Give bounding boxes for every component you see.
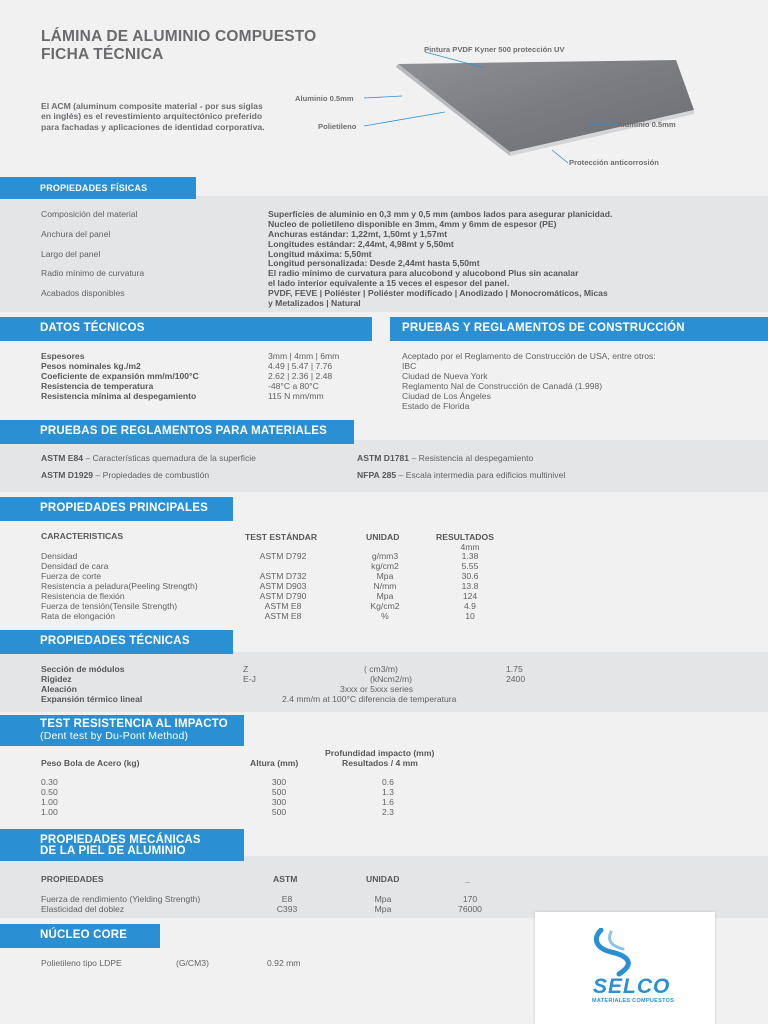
table-cell: 1.6 bbox=[382, 797, 394, 807]
fisicas-value: Longitud personalizada: Desde 2,44mt hasta 5,50mt bbox=[268, 258, 480, 268]
construccion-line: Ciudad de Los Ángeles bbox=[402, 391, 491, 401]
datos-value: -48°C a 80°C bbox=[268, 381, 319, 391]
table-cell: N/mm bbox=[373, 581, 397, 591]
materiales-item: ASTM D1781 – Resistencia al despegamiento bbox=[357, 453, 534, 463]
label-aluminio-left: Aluminio 0.5mm bbox=[295, 94, 354, 103]
table-cell: C393 bbox=[276, 904, 298, 914]
table-cell: 500 bbox=[271, 807, 287, 817]
mecanicas-header: PROPIEDADES MECÁNICAS DE LA PIEL DE ALUMINIO bbox=[0, 829, 244, 861]
construccion-line: Aceptado por el Reglamento de Construcción de USA, entre otros: bbox=[402, 351, 656, 361]
table-cell: 124 bbox=[462, 591, 478, 601]
label-pintura: Pintura PVDF Kyner 500 protección UV bbox=[424, 45, 565, 54]
table-cell: 76000 bbox=[458, 904, 482, 914]
label-polietileno: Polietileno bbox=[318, 122, 357, 131]
table-cell: 0.6 bbox=[382, 777, 394, 787]
table-cell: 300 bbox=[271, 797, 287, 807]
table-cell: 5.55 bbox=[461, 561, 479, 571]
fisicas-label: Composición del material bbox=[41, 209, 138, 219]
col-unidad: UNIDAD bbox=[366, 532, 400, 542]
fisicas-label: Largo del panel bbox=[41, 249, 101, 259]
datos-label: Espesores bbox=[41, 351, 85, 361]
datos-label: Pesos nominales kg./m2 bbox=[41, 361, 141, 371]
table-cell: 300 bbox=[271, 777, 287, 787]
col-caracteristicas: CARACTERISTICAS bbox=[41, 531, 124, 541]
table-cell: 2.3 bbox=[382, 807, 394, 817]
table-cell: Fuerza de corte bbox=[41, 571, 102, 581]
table-cell: g/mm3 bbox=[371, 551, 399, 561]
fisicas-value: y Metalizados | Natural bbox=[268, 298, 361, 308]
tecnicas-label: Aleación bbox=[41, 684, 77, 694]
materiales-item: NFPA 285 – Escala intermedia para edificios multinivel bbox=[357, 470, 566, 480]
datos-label: Coeficiente de expansión mm/m/100°C bbox=[41, 371, 199, 381]
fisicas-label: Acabados disponibles bbox=[41, 288, 125, 298]
tecnicas-label: Expansión térmico lineal bbox=[41, 694, 143, 704]
fisicas-value: PVDF, FEVE | Poliéster | Poliéster modificado | Anodizado | Monocromáticos, Micas bbox=[268, 288, 608, 298]
table-cell: Mpa bbox=[376, 571, 394, 581]
table-cell: E8 bbox=[281, 894, 293, 904]
nucleo-header: NÚCLEO CORE bbox=[0, 924, 160, 948]
leader-polietileno bbox=[364, 112, 445, 126]
tecnicas-unit: ( cm3/m) bbox=[364, 664, 398, 674]
tecnicas-unit: (kNcm2/m) bbox=[370, 674, 413, 684]
intro-text: El ACM (aluminum composite material - por sus siglas en inglés) es el revestimiento arquitectónico preferido para fachadas y aplicaciones de identidad corporativa. bbox=[41, 101, 265, 132]
table-cell: 4.9 bbox=[464, 601, 476, 611]
leader-aluminio-left bbox=[364, 96, 402, 98]
leader-bottom bbox=[552, 150, 568, 163]
datos-value: 3mm | 4mm | 6mm bbox=[268, 351, 340, 361]
tecnicas-label: Rigidez bbox=[41, 674, 72, 684]
table-cell: Fuerza de rendimiento (Yielding Strength) bbox=[41, 894, 201, 904]
table-cell: 500 bbox=[271, 787, 287, 797]
col-propiedades: PROPIEDADES bbox=[41, 874, 104, 884]
nucleo-unit: (G/CM3) bbox=[176, 958, 209, 968]
datos-label: Resistencia mínima al despegamiento bbox=[41, 391, 197, 401]
fisicas-value: Anchuras estándar: 1,22mt, 1,50mt y 1,57mt bbox=[268, 229, 448, 239]
label-proteccion: Protección anticorrosión bbox=[569, 158, 659, 167]
table-cell: 30.6 bbox=[461, 571, 479, 581]
tecnicas-unit: 2.4 mm/m at 100°C diferencia de temperatura bbox=[282, 694, 457, 704]
col-peso: Peso Bola de Acero (kg) bbox=[41, 758, 140, 768]
construccion-header: PRUEBAS Y REGLAMENTOS DE CONSTRUCCIÓN bbox=[390, 317, 768, 341]
fisicas-value: Nucleo de polietileno disponible en 3mm, 4mm y 6mm de espesor (PE) bbox=[268, 219, 557, 229]
logo-swoosh-icon bbox=[589, 928, 649, 978]
construccion-line: Ciudad de Nueva York bbox=[402, 371, 488, 381]
materiales-header: PRUEBAS DE REGLAMENTOS PARA MATERIALES bbox=[0, 420, 354, 444]
materiales-item: ASTM D1929 – Propiedades de combustión bbox=[41, 470, 210, 480]
table-cell: Mpa bbox=[374, 904, 392, 914]
materiales-item: ASTM E84 – Características quemadura de la superficie bbox=[41, 453, 256, 463]
col-unidad: UNIDAD bbox=[366, 874, 400, 884]
construccion-line: Reglamento Nal de Construcción de Canadá (1.998) bbox=[402, 381, 603, 391]
tecnicas-header: PROPIEDADES TÉCNICAS bbox=[0, 630, 233, 654]
fisicas-value: Superficies de aluminio en 0,3 mm y 0,5 mm (ambos lados para asegurar planicidad. bbox=[268, 209, 613, 219]
table-cell: ASTM E8 bbox=[264, 601, 302, 611]
col-subheader-4mm: 4mm bbox=[460, 542, 480, 552]
table-cell: Densidad bbox=[41, 551, 78, 561]
table-cell: Rata de elongación bbox=[41, 611, 116, 621]
table-cell: Elasticidad del doblez bbox=[41, 904, 125, 914]
datos-header: DATOS TÉCNICOS bbox=[0, 317, 372, 341]
acm-panel-illustration bbox=[290, 40, 730, 180]
fisicas-value: el lado interior equivalente a 15 veces el espesor del panel. bbox=[268, 278, 510, 288]
col-test-estandar: TEST ESTÁNDAR bbox=[245, 532, 318, 542]
table-cell: Densidad de cara bbox=[41, 561, 109, 571]
datos-value: 115 N mm/mm bbox=[268, 391, 324, 401]
tecnicas-label: Sección de módulos bbox=[41, 664, 125, 674]
label-aluminio-right: Aluminio 0.5mm bbox=[617, 120, 676, 129]
table-cell: Mpa bbox=[376, 591, 394, 601]
tecnicas-value: 2400 bbox=[506, 674, 526, 684]
table-cell: Resistencia a peladura(Peeling Strength) bbox=[41, 581, 198, 591]
table-cell: ASTM D732 bbox=[259, 571, 307, 581]
logo-tagline: MATERIALES COMPUESTOS bbox=[592, 998, 675, 1004]
nucleo-label: Polietileno tipo LDPE bbox=[41, 958, 122, 968]
tecnicas-unit: 3xxx or 5xxx series bbox=[340, 684, 414, 694]
table-cell: 170 bbox=[462, 894, 478, 904]
page-title bbox=[41, 28, 316, 64]
table-cell: ASTM D792 bbox=[259, 551, 307, 561]
panel-face bbox=[398, 60, 694, 152]
table-cell: 1.00 bbox=[41, 797, 58, 807]
nucleo-value: 0.92 mm bbox=[267, 958, 301, 968]
table-cell: 0.30 bbox=[41, 777, 58, 787]
datos-label: Resistencia de temperatura bbox=[41, 381, 154, 391]
materiales-band bbox=[0, 440, 768, 492]
table-cell: 10 bbox=[465, 611, 475, 621]
col-altura: Altura (mm) bbox=[250, 758, 299, 768]
construccion-line: IBC bbox=[402, 361, 417, 371]
fisicas-label: Anchura del panel bbox=[41, 229, 111, 239]
fisicas-value: Longitudes estándar: 2,44mt, 4,98mt y 5,50mt bbox=[268, 239, 454, 249]
table-cell: 1.3 bbox=[382, 787, 394, 797]
construccion-line: Estado de Florida bbox=[402, 401, 470, 411]
table-cell: kg/cm2 bbox=[371, 561, 399, 571]
table-cell: 1.38 bbox=[461, 551, 479, 561]
table-cell: Kg/cm2 bbox=[370, 601, 400, 611]
datos-value: 2.62 | 2.36 | 2.48 bbox=[268, 371, 333, 381]
table-cell: Mpa bbox=[374, 894, 392, 904]
selco-logo bbox=[535, 912, 715, 1024]
table-cell: ASTM D790 bbox=[259, 591, 307, 601]
principales-header: PROPIEDADES PRINCIPALES bbox=[0, 497, 233, 521]
title-line-2: FICHA TÉCNICA bbox=[41, 46, 164, 63]
datos-value: 4.49 | 5.47 | 7.76 bbox=[268, 361, 333, 371]
col-resultados: Resultados / 4 mm bbox=[342, 758, 418, 768]
fisicas-label: Radio mínimo de curvatura bbox=[41, 268, 145, 278]
fisicas-value: Longitud máxima: 5,50mt bbox=[268, 249, 372, 259]
table-cell: 1.00 bbox=[41, 807, 58, 817]
col-resultados: RESULTADOS bbox=[436, 532, 494, 542]
impacto-header: TEST RESISTENCIA AL IMPACTO (Dent test by Du-Pont Method) bbox=[0, 715, 244, 746]
fisicas-value: El radio mínimo de curvatura para alucobond y alucobond Plus sin acanalar bbox=[268, 268, 579, 278]
tecnicas-symbol: E-J bbox=[243, 674, 256, 684]
table-cell: Fuerza de tensión(Tensile Strength) bbox=[41, 601, 178, 611]
table-cell: % bbox=[381, 611, 389, 621]
table-cell: 13.8 bbox=[461, 581, 479, 591]
tecnicas-symbol: Z bbox=[243, 664, 249, 674]
title-line-1: LÁMINA DE ALUMINIO COMPUESTO bbox=[41, 28, 317, 45]
table-cell: 0.50 bbox=[41, 787, 58, 797]
table-cell: ASTM D903 bbox=[259, 581, 307, 591]
logo-brand: SELCO bbox=[593, 975, 671, 998]
col-astm: ASTM bbox=[273, 874, 298, 884]
table-cell: Resistencia de flexión bbox=[41, 591, 125, 601]
tecnicas-value: 1.75 bbox=[506, 664, 523, 674]
col-valor: _ bbox=[465, 874, 470, 884]
fisicas-header: PROPIEDADES FÍSICAS bbox=[0, 177, 196, 199]
col-profundidad: Profundidad impacto (mm) bbox=[325, 748, 435, 758]
table-cell: ASTM E8 bbox=[264, 611, 302, 621]
